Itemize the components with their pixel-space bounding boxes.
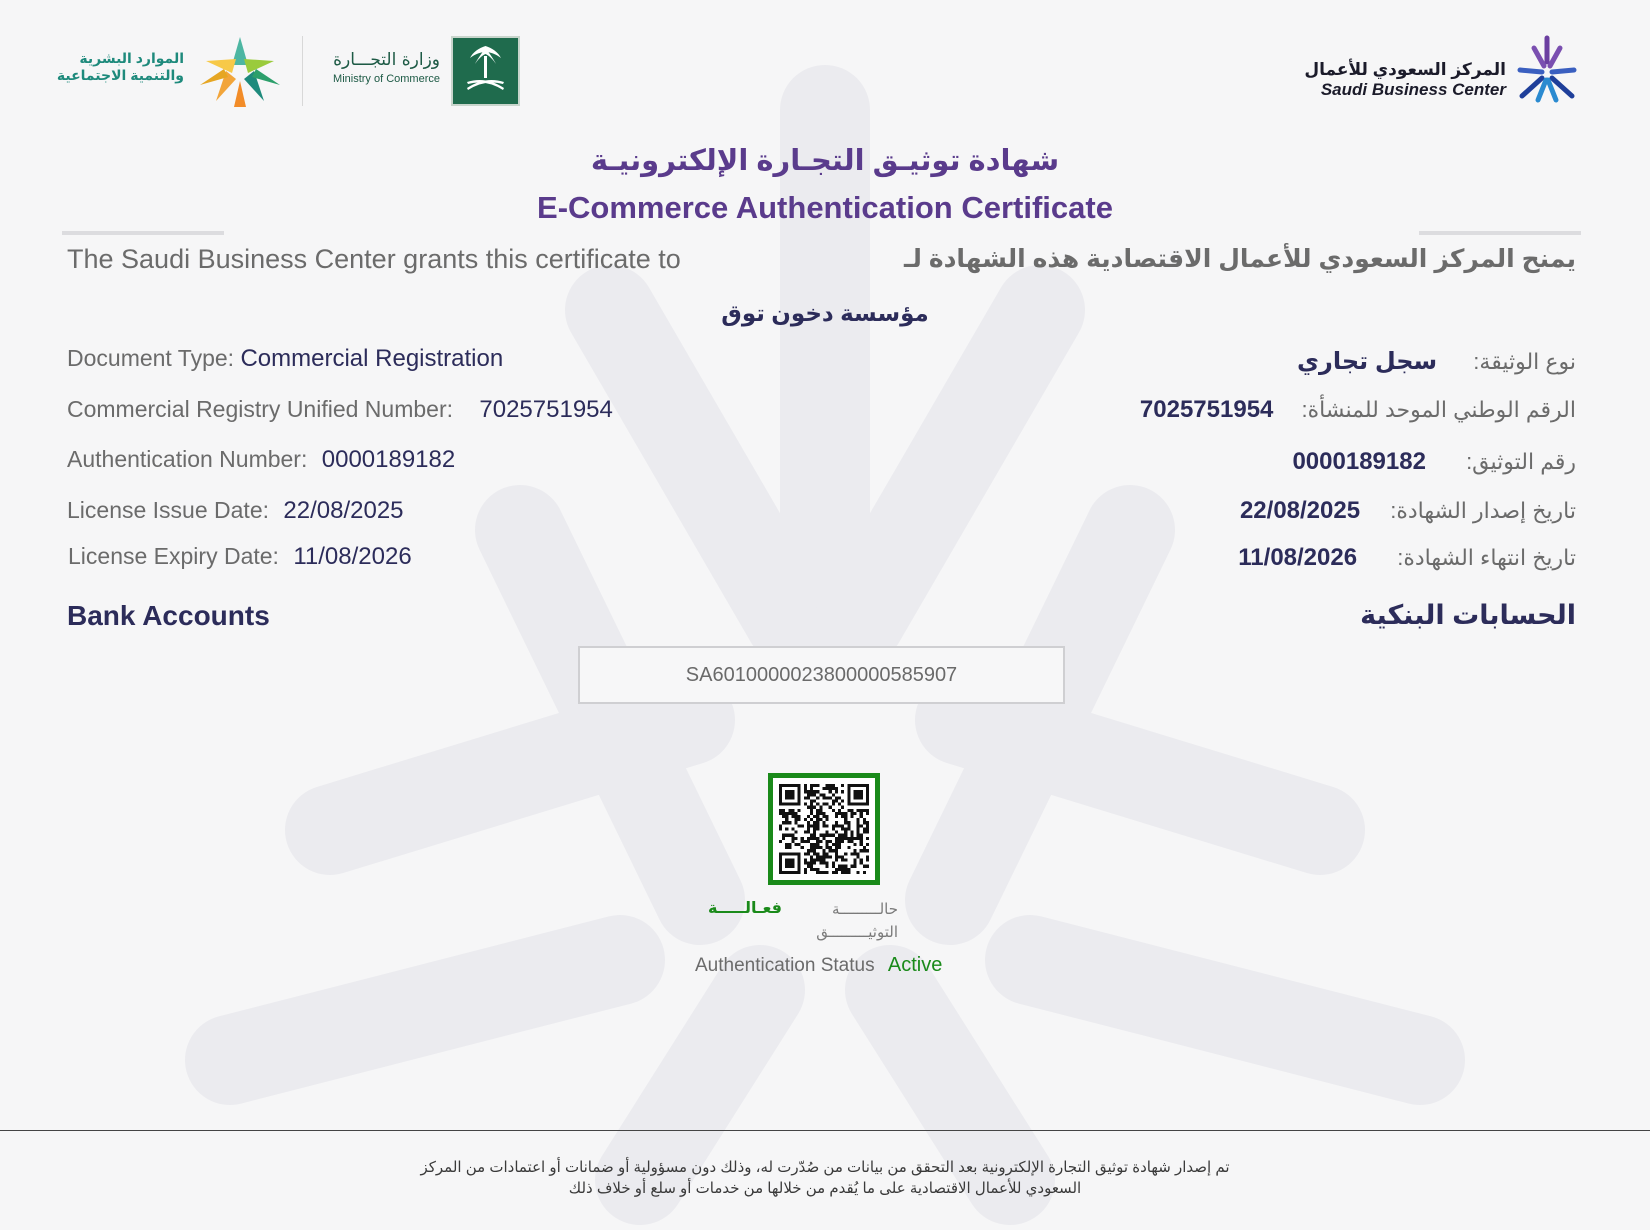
authentication-number-value-ar: 0000189182 bbox=[1292, 448, 1426, 475]
footer-divider bbox=[0, 1130, 1650, 1131]
moc-logo-text-ar: وزارة التجـــارة bbox=[333, 50, 440, 70]
issue-date-ar bbox=[1240, 497, 1576, 525]
unified-number-value-en: 7025751954 bbox=[479, 396, 613, 423]
authentication-number-label-en: Authentication Number: bbox=[67, 446, 308, 472]
expiry-date-value-en: 11/08/2026 bbox=[293, 543, 412, 570]
issue-date-value-en: 22/08/2025 bbox=[283, 497, 404, 524]
unified-number-label-ar: الرقم الوطني الموحد للمنشأة: bbox=[1301, 397, 1576, 422]
sbc-star-icon bbox=[1512, 34, 1582, 106]
expiry-date-label-en: License Expiry Date: bbox=[68, 543, 279, 569]
grant-statement-ar: يمنح المركز السعودي للأعمال الاقتصادية هذه الشهادة لـ bbox=[903, 245, 1576, 273]
hrsd-logo-text: الموارد البشرية والتنمية الاجتماعية bbox=[56, 50, 184, 83]
expiry-date-value-ar: 11/08/2026 bbox=[1238, 544, 1358, 571]
certificate-title-ar: شهادة توثيـق التجـارة الإلكترونيـة bbox=[590, 145, 1060, 177]
issue-date-en bbox=[67, 497, 404, 525]
authentication-number-label-ar: رقم التوثيق: bbox=[1466, 449, 1576, 474]
verification-qr-code[interactable] bbox=[768, 773, 880, 885]
expiry-date-en bbox=[68, 543, 412, 571]
authentication-status-en bbox=[695, 954, 942, 977]
issue-date-value-ar: 22/08/2025 bbox=[1239, 497, 1361, 524]
ministry-of-commerce-logo bbox=[318, 36, 520, 106]
document-type-ar bbox=[1297, 347, 1576, 376]
document-type-value-ar: سجل تجاري bbox=[1297, 348, 1438, 375]
document-type-label-ar: نوع الوثيقة: bbox=[1473, 349, 1576, 374]
authentication-status-label-en: Authentication Status bbox=[695, 955, 875, 976]
document-type-label-en: Document Type: bbox=[67, 345, 235, 371]
entity-name: مؤسسة دخون توق bbox=[721, 300, 929, 326]
iban-field: SA6010000023800000585907 bbox=[578, 646, 1065, 704]
authentication-status-value-en: Active bbox=[887, 954, 943, 976]
expiry-date-ar bbox=[1238, 544, 1576, 572]
qr-code-icon bbox=[779, 784, 869, 874]
authentication-status-value-ar: فعـالـــــة bbox=[707, 900, 782, 917]
unified-number-en bbox=[67, 396, 613, 424]
unified-number-value-ar: 7025751954 bbox=[1139, 396, 1274, 423]
authentication-status-label-ar: حالـــــــــة التوثيـــــــــق bbox=[816, 901, 898, 941]
document-type-value-en: Commercial Registration bbox=[240, 345, 504, 372]
issue-date-label-ar: تاريخ إصدار الشهادة: bbox=[1390, 498, 1576, 523]
hrsd-logo bbox=[54, 34, 286, 108]
sbc-logo-text-ar: المركز السعودي للأعمال bbox=[1304, 60, 1506, 79]
certificate-title-en: E-Commerce Authentication Certificate bbox=[537, 190, 1113, 225]
bank-accounts-heading-ar: الحسابات البنكية bbox=[1360, 600, 1576, 630]
unified-number-ar bbox=[1140, 396, 1576, 424]
saudi-emblem-icon bbox=[451, 36, 520, 106]
grant-statement-en: The Saudi Business Center grants this certificate to bbox=[67, 244, 681, 274]
authentication-number-value-en: 0000189182 bbox=[321, 446, 456, 473]
issue-date-label-en: License Issue Date: bbox=[67, 497, 270, 523]
sbc-logo-text-en: Saudi Business Center bbox=[1320, 80, 1506, 99]
expiry-date-label-ar: تاريخ انتهاء الشهادة: bbox=[1397, 545, 1576, 570]
authentication-number-ar bbox=[1292, 448, 1576, 476]
saudi-business-center-logo bbox=[1296, 34, 1582, 106]
decorative-rule-left bbox=[62, 231, 224, 235]
bank-accounts-heading-en: Bank Accounts bbox=[67, 600, 270, 631]
logo-divider bbox=[302, 36, 303, 106]
moc-logo-text-en: Ministry of Commerce bbox=[333, 73, 440, 85]
hrsd-star-icon bbox=[194, 34, 286, 108]
document-type-en bbox=[67, 345, 503, 373]
authentication-number-en bbox=[67, 446, 455, 474]
footer-disclaimer: تم إصدار شهادة توثيق التجارة الإلكترونية بعد التحقق من بيانات من صُدّرت له، وذلك دون مسؤولية أو ضمانات أو اعتمادات من المركز السعودي للأعمال الاقتصادية على ما يُقدم من خلالها من خدمات أو سلع أو خلاف ذلك bbox=[420, 1159, 1230, 1197]
decorative-rule-right bbox=[1419, 231, 1581, 235]
unified-number-label-en: Commercial Registry Unified Number: bbox=[67, 396, 453, 422]
